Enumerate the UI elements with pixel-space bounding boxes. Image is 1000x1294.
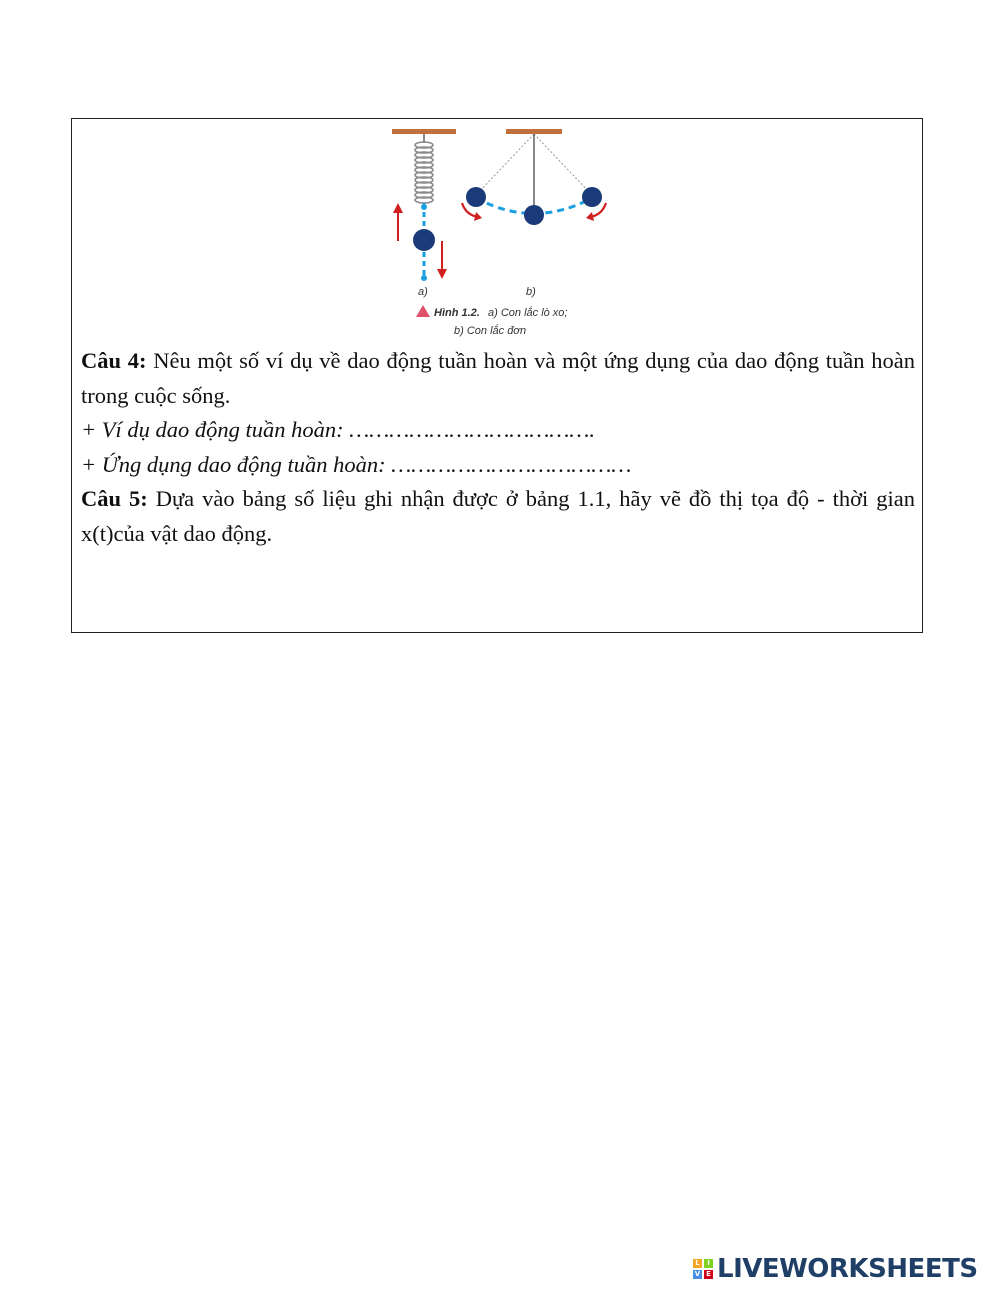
spring-ball [413,229,435,251]
spring-ceiling [392,129,456,134]
logo-letter-e: E [704,1270,713,1279]
pendulum-ball-left [466,187,486,207]
oscillation-figure [384,121,624,341]
logo-letter-i: I [704,1259,713,1268]
liveworksheets-logo-icon [693,1259,713,1279]
pendulum-ball-center [524,205,544,225]
pendulum-ceiling [506,129,562,134]
spring-bottom-point [421,275,427,281]
figure-caption-bold: Hình 1.2. [434,307,480,319]
arrow-up-icon [393,203,403,241]
figure-label-a: a) [418,286,428,298]
question-4 [81,344,915,413]
figure-caption-line2: b) Con lắc đơn [454,325,527,337]
questions-text [81,344,915,551]
figure-caption-line1: a) Con lắc lò xo; [488,307,568,319]
pendulum-ball-right [582,187,602,207]
question-4-label: Câu 4: [81,348,147,373]
question-5-label: Câu 5: [81,486,148,511]
oscillation-figure-svg [384,121,624,341]
question-4-example-line: + Ví dụ dao động tuần hoàn: ………………………………. [81,417,595,442]
question-4-application-line: + Ứng dụng dao động tuần hoàn: ……………………………… [81,451,632,477]
question-5-text: Dựa vào bảng số liệu ghi nhận được ở bảng 1.1, hãy vẽ đồ thị tọa độ - thời gian x(t)của vật dao động. [81,486,915,546]
question-5 [81,482,915,551]
figure-label-b: b) [526,286,536,298]
spring-coil [415,142,433,203]
liveworksheets-wordmark: LIVEWORKSHEETS [717,1254,978,1284]
logo-letter-v: V [694,1270,701,1278]
caption-triangle-icon [416,305,430,317]
arrow-down-icon [437,241,447,279]
logo-letter-l: L [693,1259,702,1268]
pendulum-string-left [476,134,534,195]
spring-top-point [421,204,427,210]
liveworksheets-brand [693,1253,978,1285]
question-4-text: Nêu một số ví dụ về dao động tuần hoàn và một ứng dụng của dao động tuần hoàn trong cuộc sống. [81,348,915,408]
worksheet-box [71,118,923,633]
pendulum-string-right [534,134,592,195]
